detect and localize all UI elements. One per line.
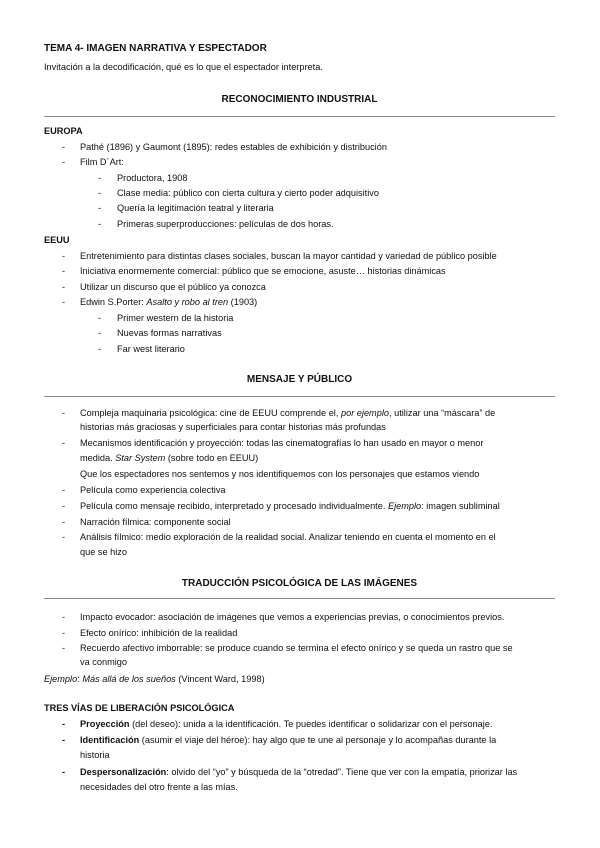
document-title: TEMA 4- IMAGEN NARRATIVA Y ESPECTADOR xyxy=(44,43,267,54)
bullet-dash: - xyxy=(98,328,102,338)
list-item: Efecto onírico: inhibición de la realidad xyxy=(80,628,238,638)
bullet-dash: - xyxy=(62,719,66,729)
list-item: Película como experiencia colectiva xyxy=(80,485,226,495)
bullet-dash: - xyxy=(62,643,66,653)
list-item-continuation: necesidades del otro frente a las mías. xyxy=(80,782,238,792)
example-line: Ejemplo: Más allá de los sueños (Vincent Ward, 1998) xyxy=(44,674,265,684)
list-item-continuation: historias más graciosas y superficiales para contar historias más profundas xyxy=(80,422,386,432)
list-item-continuation: medida. Star System (sobre todo en EEUU) xyxy=(80,453,259,463)
bullet-dash: - xyxy=(98,173,102,183)
sub-list-item: Far west literario xyxy=(117,344,185,354)
list-item: Iniciativa enormemente comercial: público que se emocione, asuste… historias dinámicas xyxy=(80,266,446,276)
list-item: Despersonalización: olvido del “yo” y búsqueda de la “otredad”. Tiene que ver con la empatía, priorizar las xyxy=(80,767,518,777)
sub-list-item: Nuevas formas narrativas xyxy=(117,328,222,338)
list-item: Narración fílmica: componente social xyxy=(80,517,231,527)
bullet-dash: - xyxy=(62,485,66,495)
sub-list-item: Primer western de la historia xyxy=(117,313,234,323)
list-item-continuation: va conmigo xyxy=(80,657,127,667)
list-item-continuation: historia xyxy=(80,750,110,760)
bullet-dash: - xyxy=(62,517,66,527)
bullet-dash: - xyxy=(62,142,66,152)
sub-list-item: Productora, 1908 xyxy=(117,173,188,183)
intro-text: Invitación a la decodificación, qué es lo que el espectador interpreta. xyxy=(44,62,323,72)
list-item: Identificación (asumir el viaje del héroe): hay algo que te une al personaje y lo acompañas durante la xyxy=(80,735,497,745)
bullet-dash: - xyxy=(98,219,102,229)
section-divider xyxy=(44,116,555,117)
list-item: Mecanismos identificación y proyección: todas las cinematografías lo han usado en mayor o menor xyxy=(80,438,484,448)
section-divider xyxy=(44,598,555,599)
sub-list-item: Clase media: público con cierta cultura y cierto poder adquisitivo xyxy=(117,188,379,198)
list-item: Análisis fílmico: medio exploración de la realidad social. Analizar teniendo en cuenta el momento en el xyxy=(80,532,496,542)
list-item: Película como mensaje recibido, interpretado y procesado individualmente. Ejemplo: imagen subliminal xyxy=(80,501,500,511)
list-item-continuation: que se hizo xyxy=(80,547,127,557)
list-item: Compleja maquinaria psicológica: cine de EEUU comprende el, por ejemplo, utilizar una “máscara” de xyxy=(80,408,496,418)
bullet-dash: - xyxy=(98,203,102,213)
list-item: Utilizar un discurso que el público ya conozca xyxy=(80,282,266,292)
list-item: Edwin S.Porter: Asalto y robo al tren (1903) xyxy=(80,297,258,307)
bullet-dash: - xyxy=(62,767,66,777)
bullet-dash: - xyxy=(62,251,66,261)
subheading-eeuu: EEUU xyxy=(44,235,70,245)
bullet-dash: - xyxy=(62,408,66,418)
bullet-dash: - xyxy=(62,438,66,448)
bullet-dash: - xyxy=(98,344,102,354)
bullet-dash: - xyxy=(62,157,66,167)
section-heading-reconocimiento: RECONOCIMIENTO INDUSTRIAL xyxy=(221,94,378,105)
bullet-dash: - xyxy=(98,188,102,198)
bullet-dash: - xyxy=(62,735,66,745)
bullet-dash: - xyxy=(62,501,66,511)
subheading-tres-vias: TRES VÍAS DE LIBERACIÓN PSICOLÓGICA xyxy=(44,703,235,713)
bullet-dash: - xyxy=(62,532,66,542)
section-heading-traduccion: TRADUCCIÓN PSICOLÓGICA DE LAS IMÁGENES xyxy=(181,578,418,589)
subheading-europa: EUROPA xyxy=(44,126,83,136)
bullet-dash: - xyxy=(62,628,66,638)
list-item: Film D´Art: xyxy=(80,157,124,167)
bullet-dash: - xyxy=(62,282,66,292)
bullet-dash: - xyxy=(98,313,102,323)
sub-list-item: Quería la legitimación teatral y literaria xyxy=(117,203,274,213)
list-item: Impacto evocador: asociación de imágenes que vemos a experiencias previas, o conocimientos previos. xyxy=(80,612,505,622)
list-item: Pathé (1896) y Gaumont (1895): redes estables de exhibición y distribución xyxy=(80,142,387,152)
bullet-dash: - xyxy=(62,612,66,622)
sub-list-item: Primeras superproducciones: películas de dos horas. xyxy=(117,219,334,229)
section-heading-mensaje: MENSAJE Y PÚBLICO xyxy=(246,374,353,385)
list-item: Entretenimiento para distintas clases sociales, buscan la mayor cantidad y variedad de público posible xyxy=(80,251,497,261)
bullet-dash: - xyxy=(62,297,66,307)
bullet-dash: - xyxy=(62,266,66,276)
list-item: Proyección (del deseo): unida a la identificación. Te puedes identificar o solidarizar con el personaje. xyxy=(80,719,493,729)
list-item: Recuerdo afectivo imborrable: se produce cuando se termina el efecto onírico y se queda un rastro que se xyxy=(80,643,513,653)
section-divider xyxy=(44,396,555,397)
list-item-continuation: Que los espectadores nos sentemos y nos identifiquemos con los personajes que estamos viendo xyxy=(80,469,480,479)
